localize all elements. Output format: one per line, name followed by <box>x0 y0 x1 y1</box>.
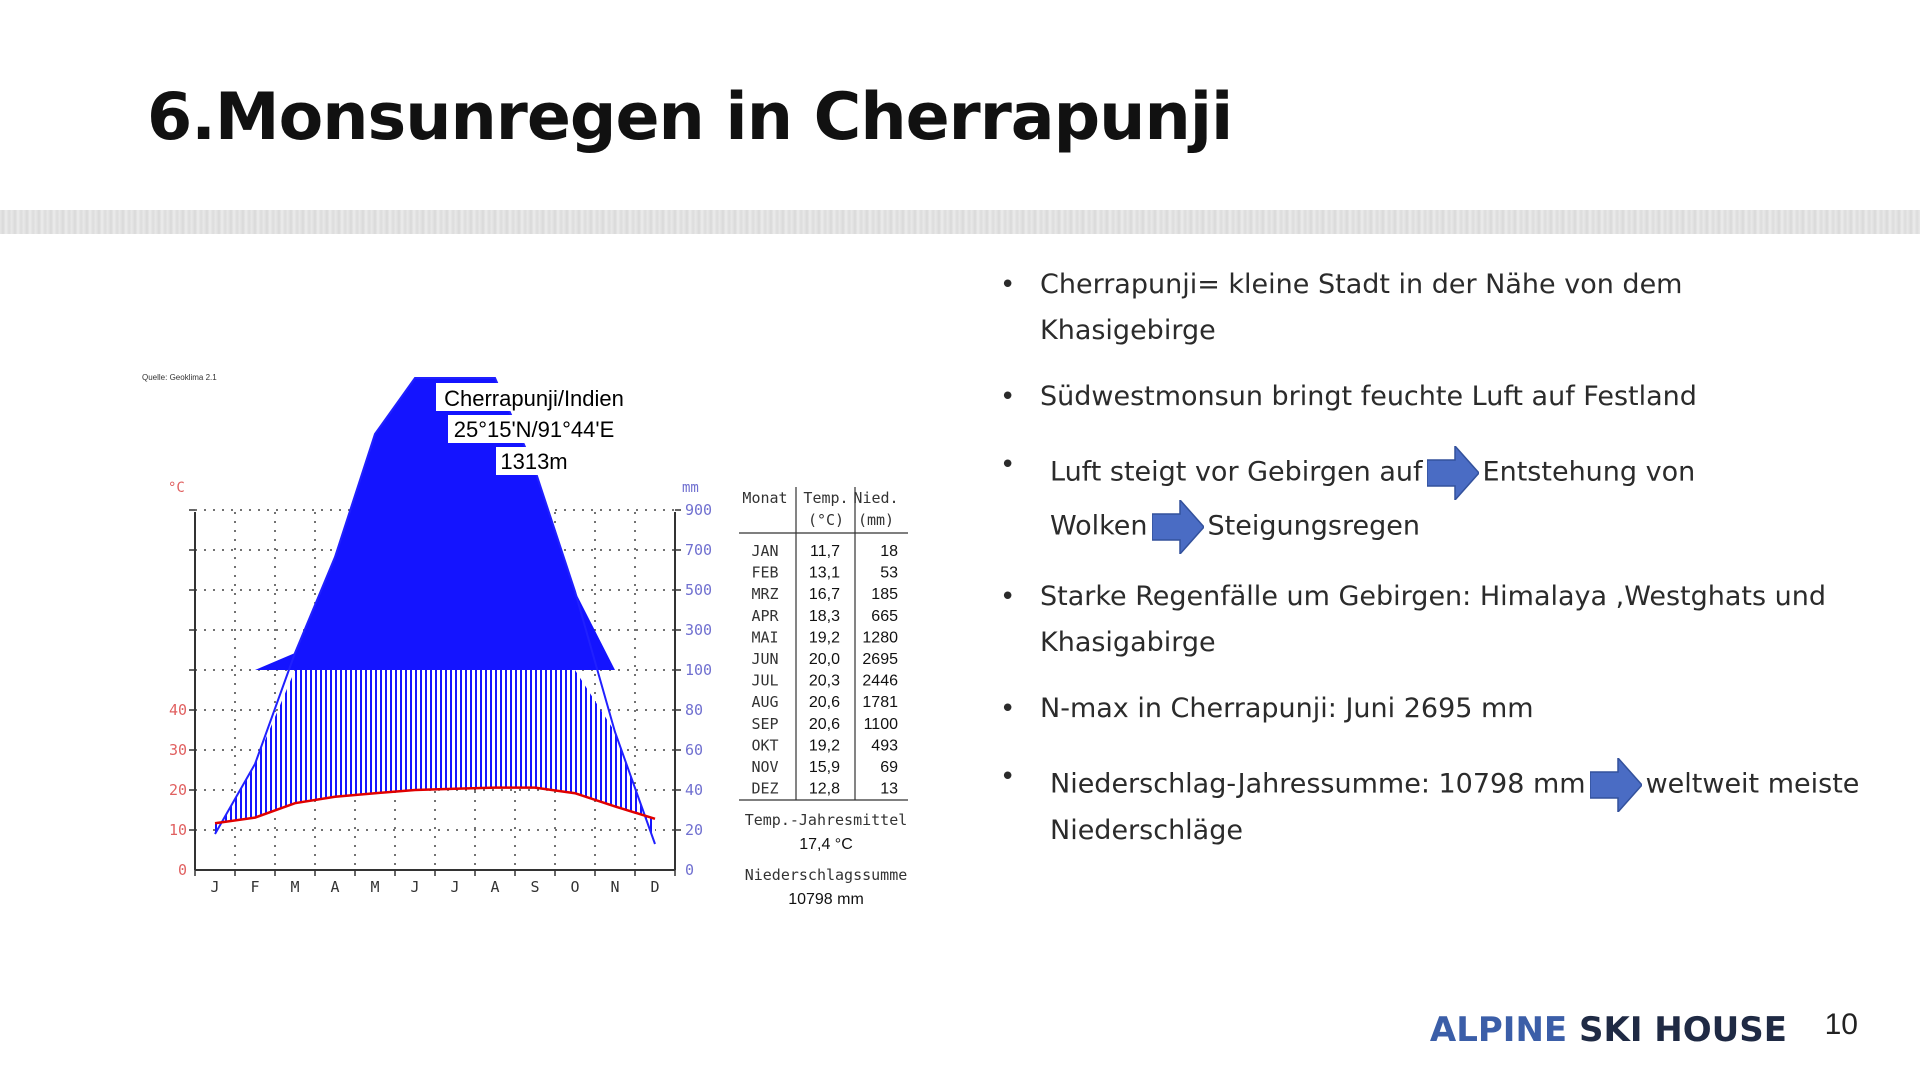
bullet-text: Südwestmonsun bringt feuchte Luft auf Festland <box>1040 381 1697 412</box>
precipitation-tick-label: 900 <box>685 501 713 519</box>
table-header-month: Monat <box>742 489 788 507</box>
climate-diagram <box>0 0 960 940</box>
table-cell-precip: 53 <box>880 564 898 582</box>
table-cell-temp: 11,7 <box>810 543 840 560</box>
humid-period-hatch <box>215 670 655 844</box>
table-cell-month: JUL <box>751 671 779 690</box>
table-cell-precip: 1100 <box>863 715 898 733</box>
table-cell-month: APR <box>751 606 779 625</box>
precipitation-tick-label: 100 <box>685 661 713 679</box>
annual-mean-label: Temp.-Jahresmittel <box>744 811 908 829</box>
annual-mean-value: 17,4 °C <box>799 836 853 853</box>
temperature-tick-label: 10 <box>168 821 187 839</box>
source-label: Quelle: Geoklima 2.1 <box>142 373 217 382</box>
table-cell-month: JUN <box>751 650 779 668</box>
month-label: M <box>290 878 300 896</box>
station-elevation: 1313m <box>500 449 568 474</box>
table-header-precip-unit: (mm) <box>857 511 895 529</box>
right-arrow-icon <box>1152 500 1204 554</box>
month-label: J <box>210 878 220 896</box>
temperature-tick-label: 30 <box>168 741 187 759</box>
table-cell-temp: 20,6 <box>808 694 840 712</box>
table-cell-temp: 20,6 <box>808 715 840 733</box>
table-cell-temp: 20,0 <box>808 651 840 668</box>
table-cell-precip: 2695 <box>862 651 898 668</box>
table-cell-month: DEZ <box>751 779 779 798</box>
table-cell-month: FEB <box>751 563 779 582</box>
temperature-tick-label: 20 <box>168 781 187 799</box>
temperature-unit-label: °C <box>168 480 185 496</box>
table-cell-precip: 69 <box>880 759 898 776</box>
slide-title: 6.Monsunregen in Cherrapunji <box>147 80 1233 155</box>
table-cell-precip: 2446 <box>862 672 898 690</box>
table-cell-month: MAI <box>751 628 779 647</box>
month-label: S <box>530 878 540 896</box>
bullet-text: weltweit meiste <box>1645 768 1860 800</box>
precipitation-tick-label: 300 <box>685 621 713 639</box>
month-label: M <box>370 878 380 896</box>
table-cell-temp: 20,3 <box>808 672 840 690</box>
table-cell-temp: 15,9 <box>808 759 840 776</box>
bullet-dot: • <box>1000 762 1016 792</box>
table-cell-precip: 185 <box>871 586 898 604</box>
right-arrow-icon <box>1427 446 1479 500</box>
annual-sum-label: Niederschlagssumme <box>744 866 908 884</box>
table-cell-temp: 19,2 <box>808 629 840 647</box>
bullet-dot: • <box>1000 694 1016 724</box>
bullet-dot: • <box>1000 382 1016 412</box>
table-cell-precip: 18 <box>880 543 898 560</box>
precipitation-tick-label: 0 <box>685 861 695 879</box>
table-cell-temp: 18,3 <box>808 607 840 625</box>
table-cell-temp: 13,1 <box>808 564 840 582</box>
precipitation-tick-label: 20 <box>685 821 704 839</box>
bullet-text: Cherrapunji= kleine Stadt in der Nähe von dem <box>1040 269 1683 300</box>
bullet-text: Khasigebirge <box>1040 315 1216 346</box>
bullet-dot: • <box>1000 270 1016 300</box>
bullet-text: Luft steigt vor Gebirgen auf <box>1050 456 1423 488</box>
bullet-text: Wolken <box>1050 510 1148 542</box>
table-cell-temp: 16,7 <box>808 586 840 604</box>
station-coordinates: 25°15'N/91°44'E <box>453 417 615 442</box>
bullet-dot: • <box>1000 582 1016 612</box>
bullet-dot: • <box>1000 450 1016 480</box>
precipitation-tick-label: 500 <box>685 581 713 599</box>
month-label: N <box>610 878 620 896</box>
bullet-text: Niederschläge <box>1050 815 1243 846</box>
table-cell-precip: 493 <box>871 737 898 755</box>
table-header-precip: Nied. <box>853 489 899 507</box>
table-cell-precip: 13 <box>880 780 898 798</box>
month-label: D <box>650 878 660 896</box>
bullet-text: Khasigabirge <box>1040 627 1216 658</box>
month-label: A <box>490 878 500 896</box>
bullet-text: N-max in Cherrapunji: Juni 2695 mm <box>1040 693 1534 724</box>
month-label: A <box>330 878 340 896</box>
table-cell-month: NOV <box>751 758 779 776</box>
temperature-tick-label: 0 <box>177 861 187 879</box>
table-cell-month: JAN <box>751 542 779 560</box>
table-cell-month: OKT <box>751 736 779 755</box>
bullet-text: Entstehung von <box>1482 456 1696 488</box>
table-cell-temp: 12,8 <box>808 780 840 798</box>
station-name: Cherrapunji/Indien <box>444 386 624 411</box>
precipitation-unit-label: mm <box>682 480 699 496</box>
table-cell-temp: 19,2 <box>808 737 840 755</box>
precipitation-tick-label: 60 <box>685 741 704 759</box>
table-cell-month: AUG <box>751 693 779 712</box>
table-cell-precip: 1781 <box>862 694 898 712</box>
month-label: J <box>410 878 420 896</box>
page-number: 10 <box>1824 1008 1858 1041</box>
right-arrow-icon <box>1590 758 1642 812</box>
table-cell-month: MRZ <box>751 585 779 604</box>
table-cell-precip: 665 <box>871 607 898 625</box>
bullet-text: Steigungsregen <box>1207 510 1420 542</box>
precipitation-tick-label: 40 <box>685 781 704 799</box>
month-label: J <box>450 878 460 896</box>
month-label: O <box>570 878 580 896</box>
bullet-text: Starke Regenfälle um Gebirgen: Himalaya ,Westghats und <box>1040 581 1827 612</box>
temperature-tick-label: 40 <box>168 701 187 719</box>
table-cell-precip: 1280 <box>862 629 898 647</box>
precipitation-tick-label: 700 <box>685 541 713 559</box>
table-cell-month: SEP <box>751 714 779 733</box>
bullet-text: Niederschlag-Jahressumme: 10798 mm <box>1050 768 1586 800</box>
annual-sum-value: 10798 mm <box>788 891 864 908</box>
month-label: F <box>250 878 260 896</box>
precipitation-tick-label: 80 <box>685 701 704 719</box>
table-header-temp: Temp. <box>803 489 849 507</box>
brand-logo: ALPINE SKI HOUSE <box>1429 1010 1787 1050</box>
table-header-temp-unit: (°C) <box>807 511 845 529</box>
